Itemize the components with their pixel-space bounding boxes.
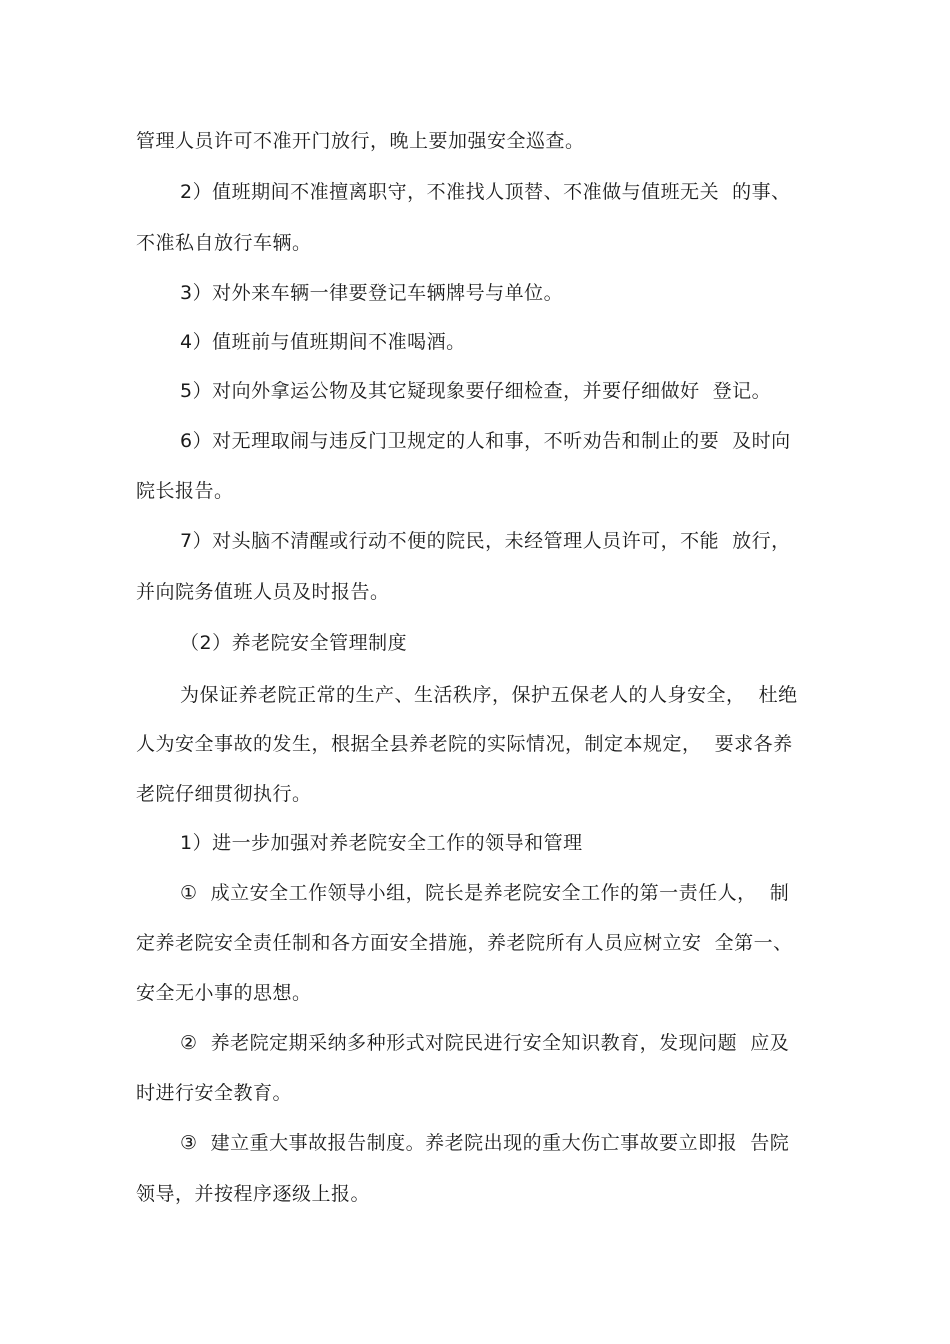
text-line: 为保证养老院正常的生产、生活秩序，保护五保老人的人身安全， 杜绝 (180, 684, 798, 706)
text-line: ② 养老院定期采纳多种形式对院民进行安全知识教育，发现问题 应及 (180, 1032, 790, 1054)
text-line: 时进行安全教育。 (136, 1082, 293, 1104)
text-line: 不准私自放行车辆。 (136, 232, 312, 254)
text-line: 3）对外来车辆一律要登记车辆牌号与单位。 (180, 282, 564, 304)
text-line: 院长报告。 (136, 480, 234, 502)
text-line: 人为安全事故的发生，根据全县养老院的实际情况，制定本规定， 要求各养 (136, 733, 793, 755)
text-line: 定养老院安全责任制和各方面安全措施，养老院所有人员应树立安 全第一、 (136, 932, 793, 954)
text-line: 5）对向外拿运公物及其它疑现象要仔细检查，并要仔细做好 登记。 (180, 380, 772, 402)
section-heading: （2）养老院安全管理制度 (180, 632, 408, 654)
text-line: 老院仔细贯彻执行。 (136, 783, 312, 805)
text-line: 管理人员许可不准开门放行，晚上要加强安全巡查。 (136, 130, 585, 152)
text-line: 并向院务值班人员及时报告。 (136, 581, 390, 603)
text-line: ③ 建立重大事故报告制度。养老院出现的重大伤亡事故要立即报 告院 (180, 1132, 790, 1154)
text-line: 7）对头脑不清醒或行动不便的院民，未经管理人员许可，不能 放行， (180, 530, 791, 552)
text-line: 2）值班期间不准擅离职守，不准找人顶替、不准做与值班无关 的事、 (180, 181, 791, 203)
text-line: 1）进一步加强对养老院安全工作的领导和管理 (180, 832, 583, 854)
text-line: 安全无小事的思想。 (136, 982, 312, 1004)
text-line: 4）值班前与值班期间不准喝酒。 (180, 331, 466, 353)
text-line: 6）对无理取闹与违反门卫规定的人和事，不听劝告和制止的要 及时向 (180, 430, 791, 452)
text-line: ① 成立安全工作领导小组，院长是养老院安全工作的第一责任人， 制 (180, 882, 790, 904)
text-line: 领导，并按程序逐级上报。 (136, 1183, 371, 1205)
